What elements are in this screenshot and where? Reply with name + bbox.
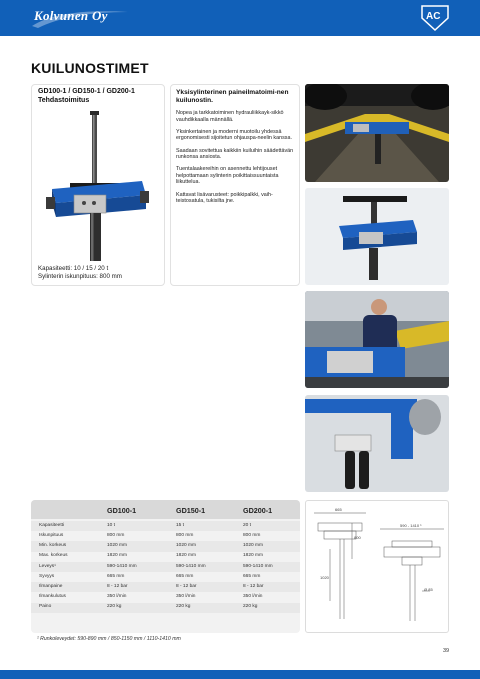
row-label: Leveys¹	[39, 563, 56, 569]
capacity-text: Kapasiteetti: 10 / 15 / 20 t	[38, 265, 109, 272]
row-label: Max. korkeus	[39, 553, 68, 559]
pit-lift-photo	[305, 84, 449, 182]
table-cell: 350 l/min	[107, 594, 127, 600]
table-row	[31, 572, 300, 582]
product-title: GD100-1 / GD150-1 / GD200-1 Tehdastoimitus	[38, 88, 135, 104]
table-cell: 1020 mm	[107, 543, 127, 549]
description-text	[176, 89, 296, 210]
dim-label: 1020	[320, 575, 329, 580]
description-paragraph: Kattavat lisävarusteet: poikkipalkki, vaih-teistosatula, tukisilta jne.	[176, 191, 273, 205]
table-cell: 220 kg	[176, 604, 191, 610]
ac-logo-text: AC	[426, 11, 441, 22]
footnote: ¹ Runkoleveydet: 590-890 mm / 850-1150 mm / 1110-1410 mm	[37, 636, 181, 642]
table-cell: 665 mm	[176, 573, 194, 579]
control-unit-photo	[305, 395, 449, 492]
row-label: Ilmanpaine	[39, 583, 63, 589]
table-cell: 800 mm	[243, 532, 261, 538]
table-cell: 1820 mm	[176, 553, 196, 559]
table-cell: 590-1410 mm	[243, 563, 273, 569]
table-cell: 220 kg	[107, 604, 122, 610]
description-paragraph: Saadaan sovitettua kaikkiin kuiluihin säädettävän runkonsa ansiosta.	[176, 147, 294, 161]
table-row	[31, 603, 300, 613]
table-cell: 10 t	[107, 522, 116, 528]
dim-label: 665	[335, 507, 342, 512]
product-specs	[38, 265, 122, 281]
description-heading: Yksisylinterinen paineilmatoimi-nen kuilunostin.	[176, 89, 289, 104]
lift-product-photo	[305, 188, 449, 285]
row-label: Kapasiteetti	[39, 522, 65, 528]
product-panel	[31, 84, 165, 286]
table-cell: 20 t	[243, 522, 252, 528]
table-cell: 350 l/min	[243, 594, 263, 600]
footer-bar	[0, 670, 480, 679]
table-row	[31, 592, 300, 602]
header-bar	[0, 0, 480, 36]
table-cell: 1820 mm	[107, 553, 127, 559]
row-label: Iskunpituus	[39, 532, 64, 538]
dim-label: 800	[354, 535, 361, 540]
table-cell: 8 - 12 bar	[243, 583, 264, 589]
table-cell: 590-1410 mm	[176, 563, 206, 569]
table-cell: 8 - 12 bar	[176, 583, 197, 589]
technical-drawing	[305, 500, 449, 633]
stroke-text: Sylinterin iskunpituus: 800 mm	[38, 272, 122, 280]
table-cell: 8 - 12 bar	[107, 583, 128, 589]
column-header: GD150-1	[176, 506, 206, 515]
row-label: Min. korkeus	[39, 543, 67, 549]
dim-label: 590 - 1410 ¹	[400, 523, 422, 528]
page-title: KUILUNOSTIMET	[31, 60, 149, 76]
table-cell: 590-1410 mm	[107, 563, 137, 569]
brand-name: Kolvunen Oy	[34, 8, 108, 23]
table-cell: 350 l/min	[176, 594, 196, 600]
table-row	[31, 582, 300, 592]
column-header: GD100-1	[107, 506, 137, 515]
table-row	[31, 541, 300, 551]
table-cell: 1020 mm	[176, 543, 196, 549]
table-cell: 1020 mm	[243, 543, 263, 549]
row-label: Ilmankulutus	[39, 594, 66, 600]
description-paragraph: Tuentalaakereihin on asennettu lehtijouset helpottamaan sylinterin poikittaissuuntaista liikuttelua.	[176, 166, 279, 186]
table-cell: 220 kg	[243, 604, 258, 610]
specs-table	[31, 500, 300, 633]
table-row	[31, 521, 300, 531]
table-cell: 665 mm	[107, 573, 125, 579]
dim-label: Ø 85	[424, 587, 433, 592]
table-header	[31, 500, 300, 519]
table-cell: 800 mm	[107, 532, 125, 538]
table-row	[31, 531, 300, 541]
page-number: 39	[443, 648, 450, 654]
table-cell: 15 t	[176, 522, 185, 528]
row-label: Syvyys	[39, 573, 55, 579]
pit-lift-product-icon	[32, 85, 166, 287]
description-paragraph: Yksinkertainen ja moderni muotoilu yhdessä ergonomisesti sijoitetun ohjauspa-neelin kanssa.	[176, 128, 292, 142]
column-header: GD200-1	[243, 506, 273, 515]
table-cell: 800 mm	[176, 532, 194, 538]
row-label: Paino	[39, 604, 52, 610]
description-paragraph: Nopea ja tarkkatoiminen hydrauliikkayk-sikkö vauhdikkaalla männällä.	[176, 110, 284, 123]
table-cell: 665 mm	[243, 573, 261, 579]
table-row	[31, 562, 300, 572]
table-row	[31, 552, 300, 562]
operator-photo	[305, 291, 449, 388]
table-cell: 1820 mm	[243, 553, 263, 559]
